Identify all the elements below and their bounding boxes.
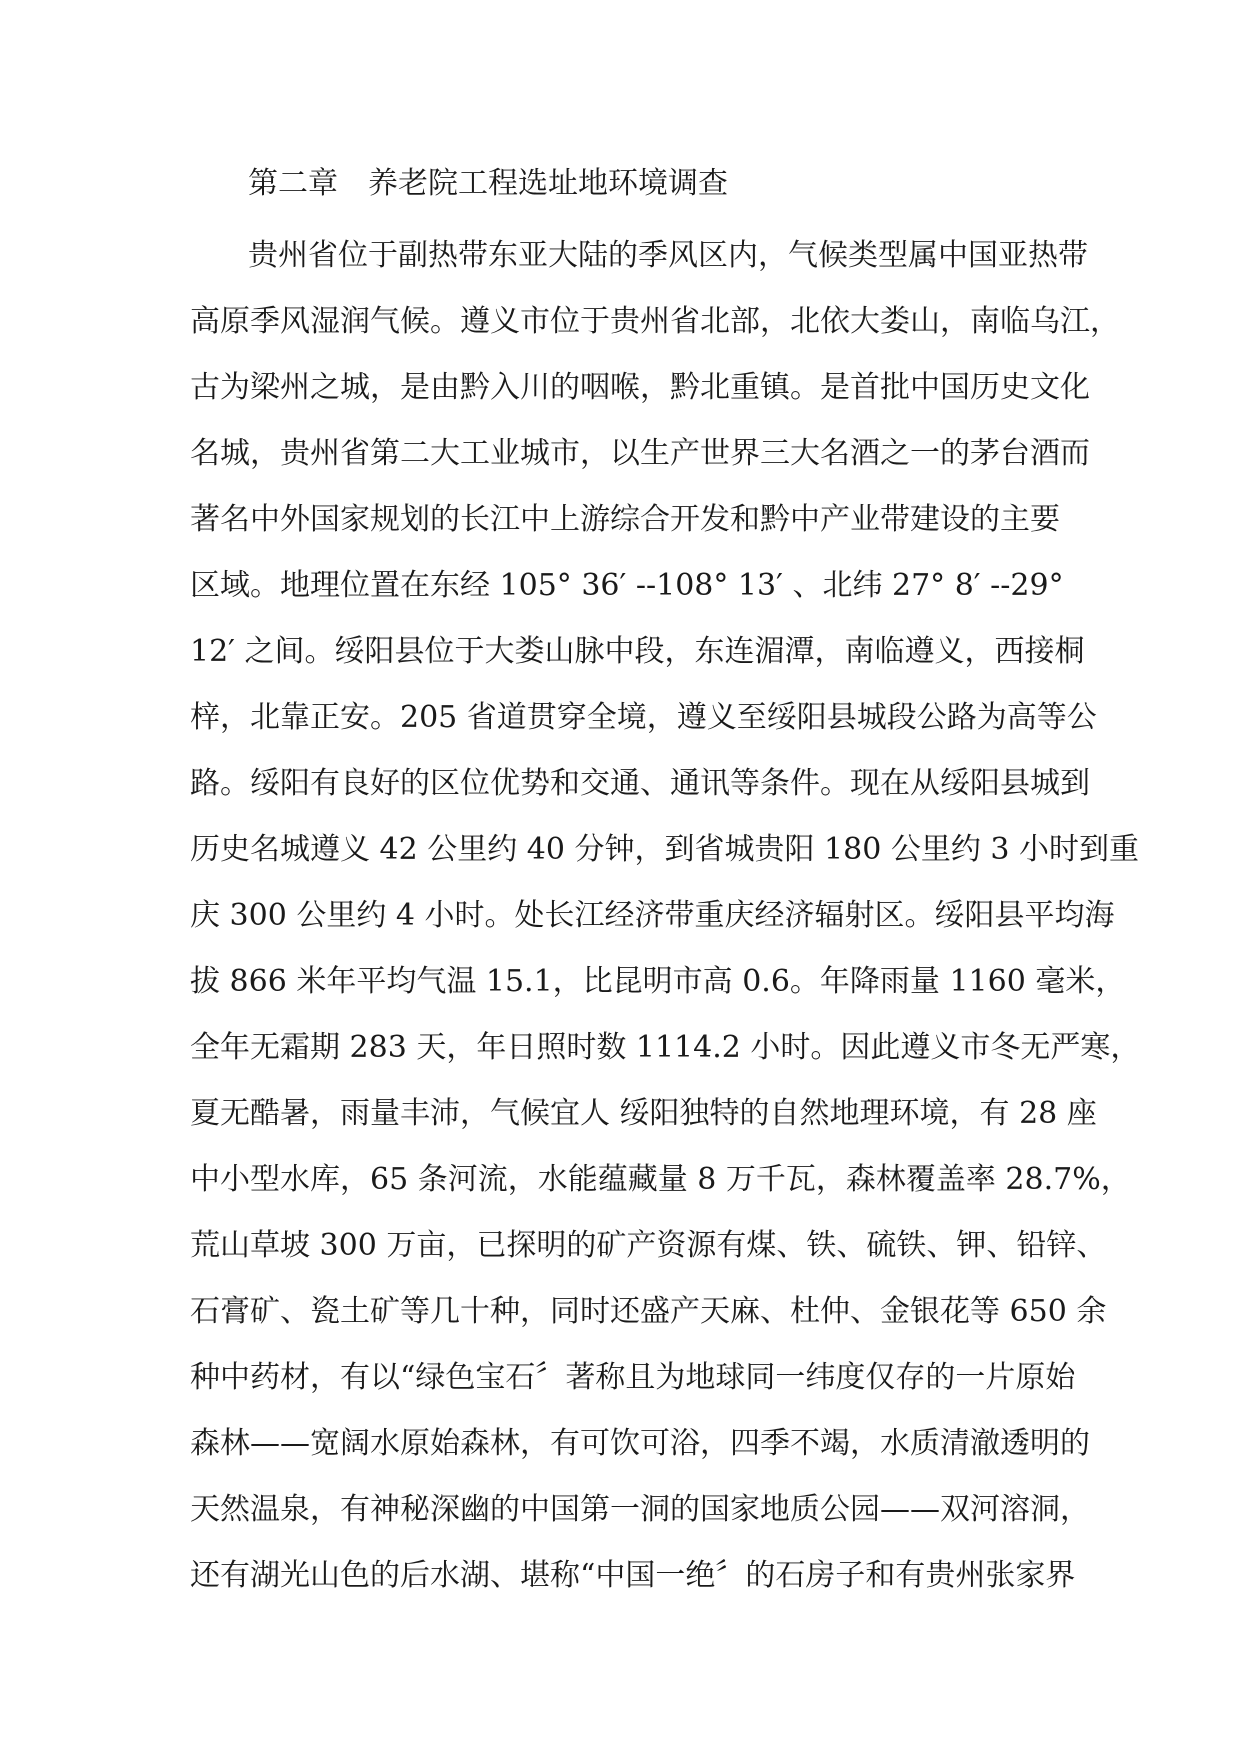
paragraph-line-18: 种中药材，有以“绿色宝石〞著称且为地球同一纬度仅存的一片原始 — [190, 1360, 1076, 1395]
paragraph-line-3: 古为梁州之城，是由黔入川的咽喉，黔北重镇。是首批中国历史文化 — [190, 370, 1090, 405]
chapter-heading: 第二章 养老院工程选址地环境调查 — [248, 166, 728, 201]
paragraph-line-21: 还有湖光山色的后水湖、堪称“中国一绝〞的石房子和有贵州张家界 — [190, 1558, 1076, 1593]
paragraph-line-17: 石膏矿、瓷土矿等几十种，同时还盛产天麻、杜仲、金银花等 650 余 — [190, 1294, 1107, 1329]
paragraph-line-15: 中小型水库，65 条河流，水能蕴藏量 8 万千瓦，森林覆盖率 28.7%， — [190, 1162, 1131, 1197]
paragraph-line-10: 历史名城遵义 42 公里约 40 分钟，到省城贵阳 180 公里约 3 小时到重 — [190, 832, 1139, 867]
paragraph-line-11: 庆 300 公里约 4 小时。处长江经济带重庆经济辐射区。绥阳县平均海 — [190, 898, 1115, 933]
paragraph-line-9: 路。绥阳有良好的区位优势和交通、通讯等条件。现在从绥阳县城到 — [190, 766, 1090, 801]
paragraph-line-1: 贵州省位于副热带东亚大陆的季风区内，气候类型属中国亚热带 — [248, 238, 1088, 273]
paragraph-line-2: 高原季风湿润气候。遵义市位于贵州省北部，北依大娄山，南临乌江， — [190, 304, 1120, 339]
paragraph-line-19: 森林——宽阔水原始森林，有可饮可浴，四季不竭，水质清澈透明的 — [190, 1426, 1090, 1461]
paragraph-line-20: 天然温泉，有神秘深幽的中国第一洞的国家地质公园——双河溶洞， — [190, 1492, 1090, 1527]
paragraph-line-4: 名城，贵州省第二大工业城市，以生产世界三大名酒之一的茅台酒而 — [190, 436, 1090, 471]
paragraph-line-6: 区域。地理位置在东经 105° 36′ --108° 13′ 、北纬 27° 8′ --29° — [190, 568, 1064, 603]
paragraph-line-7: 12′ 之间。绥阳县位于大娄山脉中段，东连湄潭，南临遵义，西接桐 — [190, 634, 1085, 669]
paragraph-line-8: 梓，北靠正安。205 省道贯穿全境，遵义至绥阳县城段公路为高等公 — [190, 700, 1097, 735]
paragraph-line-13: 全年无霜期 283 天，年日照时数 1114.2 小时。因此遵义市冬无严寒， — [190, 1030, 1141, 1065]
paragraph-line-12: 拔 866 米年平均气温 15.1，比昆明市高 0.6。年降雨量 1160 毫米， — [190, 964, 1126, 999]
paragraph-line-5: 著名中外国家规划的长江中上游综合开发和黔中产业带建设的主要 — [190, 502, 1060, 537]
paragraph-line-16: 荒山草坡 300 万亩，已探明的矿产资源有煤、铁、硫铁、钾、铅锌、 — [190, 1228, 1107, 1263]
paragraph-line-14: 夏无酷暑，雨量丰沛，气候宜人 绥阳独特的自然地理环境，有 28 座 — [190, 1096, 1097, 1131]
